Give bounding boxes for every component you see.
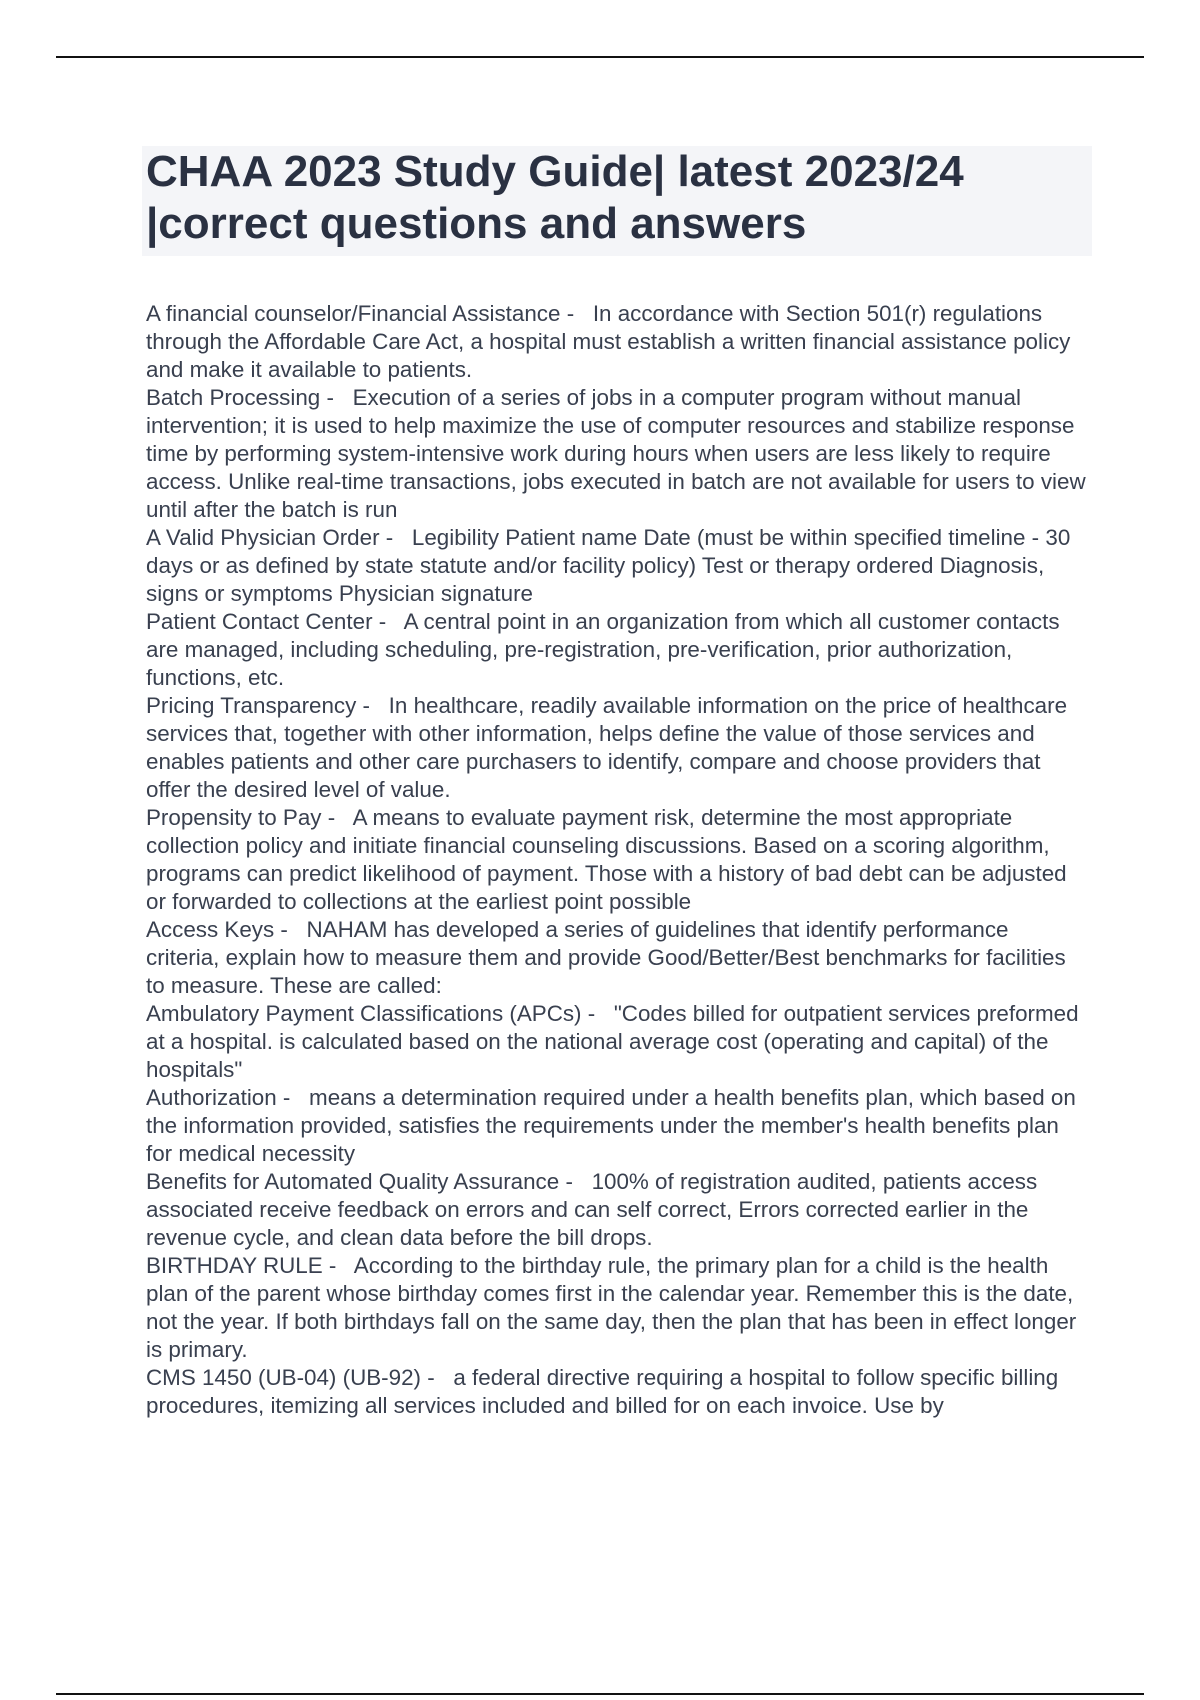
entry-term: Pricing Transparency [146, 693, 357, 718]
entry-term: Propensity to Pay [146, 805, 322, 830]
entry-separator: - [276, 1085, 310, 1110]
entry-term: BIRTHDAY RULE [146, 1253, 323, 1278]
entry-definition: Execution of a series of jobs in a computer program without manual intervention; it is used to help maximize the use of computer resources and stabilize response time by performing system-intensive work during hours when users are less likely to require access. Unlike real-time transactions, jobs executed in batch are not available for users to view until after the batch is run [146, 385, 1086, 522]
entry-pricing-transparency [146, 692, 1086, 804]
entry-definition: "Codes billed for outpatient services preformed at a hospital. is calculated based on the national average cost (operating and capital) of the hospitals" [146, 1001, 1079, 1082]
entry-propensity-to-pay [146, 804, 1086, 916]
entry-financial-counselor [146, 300, 1086, 384]
study-guide-entries [146, 300, 1086, 1420]
entry-cms-1450 [146, 1364, 1086, 1420]
entry-definition: NAHAM has developed a series of guidelines that identify performance criteria, explain how to measure them and provide Good/Better/Best benchmarks for facilities to measure. These are called: [146, 917, 1066, 998]
entry-term: Benefits for Automated Quality Assurance [146, 1169, 560, 1194]
entry-term: Ambulatory Payment Classifications (APCs) [146, 1001, 582, 1026]
entry-patient-contact-center [146, 608, 1086, 692]
top-rule [56, 56, 1144, 58]
entry-definition: A means to evaluate payment risk, determine the most appropriate collection policy and initiate financial counseling discussions. Based on a scoring algorithm, programs can predict likelihood of payment. Those with a history of bad debt can be adjusted or forwarded to collections at the earliest point possible [146, 805, 1067, 914]
entry-definition: 100% of registration audited, patients access associated receive feedback on errors and can self correct, Errors corrected earlier in the revenue cycle, and clean data before the bill drops. [146, 1169, 1038, 1250]
entry-definition: According to the birthday rule, the primary plan for a child is the health plan of the parent whose birthday comes first in the calendar year. Remember this is the date, not the year. If both birthdays fall on the same day, then the plan that has been in effect longer is primary. [146, 1253, 1077, 1362]
entry-separator: - [581, 1001, 614, 1026]
entry-definition: A central point in an organization from which all customer contacts are managed, including scheduling, pre-registration, pre-verification, prior authorization, functions, etc. [146, 609, 1060, 690]
entry-separator: - [372, 609, 404, 634]
entry-term: A financial counselor/Financial Assistance [146, 301, 561, 326]
entry-separator: - [379, 525, 412, 550]
entry-access-keys [146, 916, 1086, 1000]
bottom-rule [56, 1693, 1144, 1695]
entry-separator: - [320, 385, 353, 410]
entry-benefits-automated-qa [146, 1168, 1086, 1252]
entry-term: A Valid Physician Order [146, 525, 380, 550]
entry-separator: - [421, 1365, 454, 1390]
entry-term: Authorization [146, 1085, 277, 1110]
entry-term: Batch Processing [146, 385, 321, 410]
entry-batch-processing [146, 384, 1086, 524]
entry-separator: - [321, 805, 353, 830]
entry-term: Patient Contact Center [146, 609, 373, 634]
entry-definition: means a determination required under a health benefits plan, which based on the information provided, satisfies the requirements under the member's health benefits plan for medical necessity [146, 1085, 1076, 1166]
entry-separator: - [356, 693, 389, 718]
entry-ambulatory-payment-classifications [146, 1000, 1086, 1084]
entry-authorization [146, 1084, 1086, 1168]
entry-definition: a federal directive requiring a hospital to follow specific billing procedures, itemizing all services included and billed for on each invoice. Use by [146, 1365, 1059, 1418]
entry-term: Access Keys [146, 917, 275, 942]
document-title: CHAA 2023 Study Guide| latest 2023/24 |correct questions and answers [146, 147, 964, 248]
entry-definition: In healthcare, readily available information on the price of healthcare services that, together with other information, helps define the value of those services and enables patients and other care purchasers to identify, compare and choose providers that offer the desired level of value. [146, 693, 1068, 802]
entry-separator: - [559, 1169, 592, 1194]
entry-separator: - [322, 1253, 354, 1278]
entry-definition: Legibility Patient name Date (must be within specified timeline - 30 days or as defined by state statute and/or facility policy) Test or therapy ordered Diagnosis, signs or symptoms Physician signature [146, 525, 1071, 606]
entry-separator: - [560, 301, 593, 326]
entry-valid-physician-order [146, 524, 1086, 608]
entry-term: CMS 1450 (UB-04) (UB-92) [146, 1365, 421, 1390]
entry-definition: In accordance with Section 501(r) regulations through the Affordable Care Act, a hospital must establish a written financial assistance policy and make it available to patients. [146, 301, 1071, 382]
entry-separator: - [274, 917, 307, 942]
entry-birthday-rule [146, 1252, 1086, 1364]
